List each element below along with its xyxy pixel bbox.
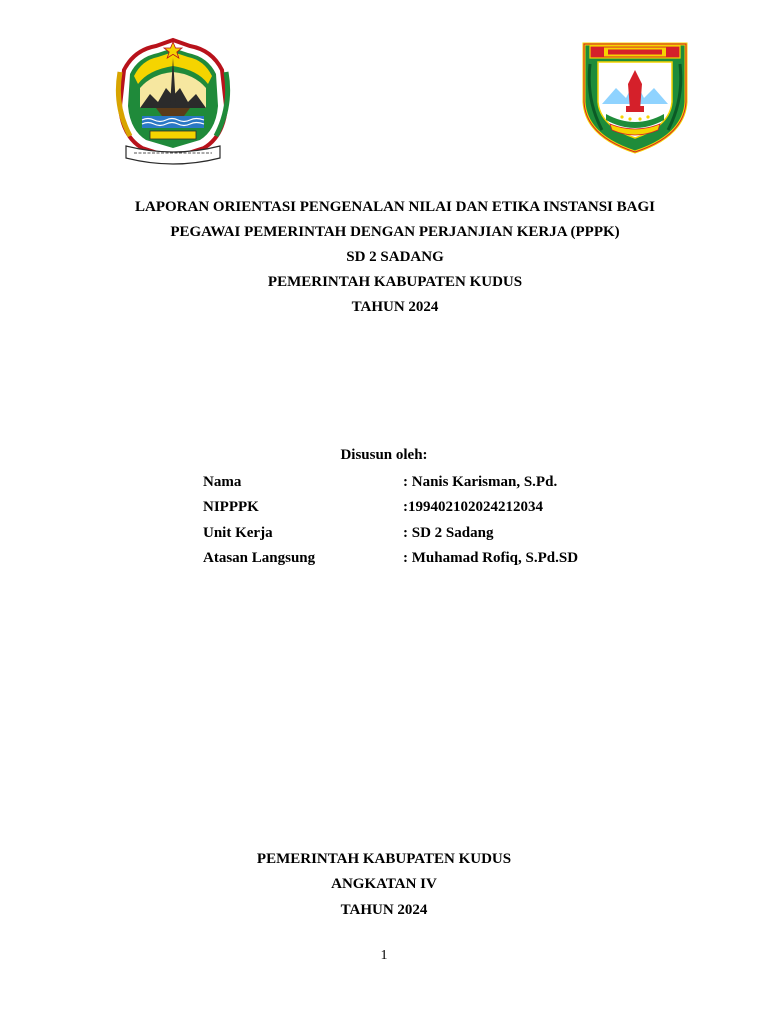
- kudus-emblem-logo: [580, 40, 690, 156]
- info-row-name: [203, 472, 578, 497]
- footer-batch: ANGKATAN IV: [331, 876, 437, 893]
- info-value: : Nanis Karisman, S.Pd.: [403, 474, 558, 490]
- title-line-1: LAPORAN ORIENTASI PENGENALAN NILAI DAN ETIKA INSTANSI BAGI: [135, 199, 655, 215]
- info-value: : Muhamad Rofiq, S.Pd.SD: [403, 549, 579, 566]
- report-title: [60, 195, 730, 320]
- info-row-unit: [203, 523, 578, 548]
- info-value: : SD 2 Sadang: [403, 524, 494, 541]
- info-row-supervisor: [203, 548, 578, 573]
- author-heading: Disusun oleh:: [340, 447, 428, 463]
- title-year: TAHUN 2024: [351, 299, 439, 315]
- info-label: Nama: [203, 474, 242, 490]
- info-value: :199402102024212034: [403, 499, 543, 516]
- info-label: NIPPPK: [203, 499, 259, 516]
- title-government: PEMERINTAH KABUPATEN KUDUS: [267, 274, 523, 290]
- info-label: Atasan Langsung: [203, 549, 316, 566]
- author-info-table: [203, 472, 578, 573]
- jawa-tengah-emblem-logo: [112, 36, 234, 166]
- info-row-nipppk: [203, 497, 578, 522]
- info-label: Unit Kerja: [203, 524, 273, 541]
- title-school: SD 2 SADANG: [346, 249, 444, 265]
- footer-government: PEMERINTAH KABUPATEN KUDUS: [256, 851, 512, 867]
- footer-year: TAHUN 2024: [340, 901, 428, 918]
- title-line-2: PEGAWAI PEMERINTAH DENGAN PERJANJIAN KERJA (PPPK): [170, 224, 620, 240]
- page-number: 1: [380, 948, 388, 963]
- footer-block: [0, 849, 768, 925]
